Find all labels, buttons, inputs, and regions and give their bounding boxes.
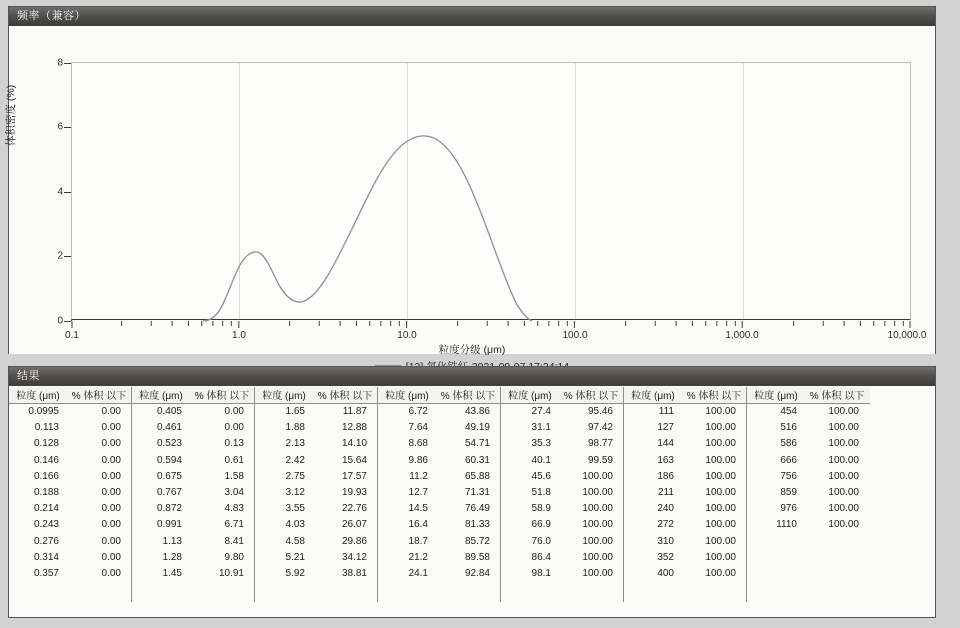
- cell-pct: 8.41: [224, 535, 244, 547]
- cell-size: 976: [780, 503, 797, 515]
- cell-size: 1110: [776, 519, 797, 531]
- table-row: [378, 436, 500, 452]
- cell-size: 12.7: [408, 486, 428, 498]
- cell-size: 0.188: [33, 486, 59, 498]
- results-column-2: [132, 387, 255, 602]
- x-tick-label-1: 1.0: [232, 330, 246, 341]
- cell-pct: 0.00: [101, 567, 121, 579]
- cell-pct: 98.77: [587, 438, 613, 450]
- table-row: [255, 566, 377, 582]
- results-column-6: [624, 387, 747, 602]
- table-row: [501, 436, 623, 452]
- table-row: [132, 501, 254, 517]
- header-pct: % 体积 以下: [317, 391, 373, 402]
- cell-pct: 14.10: [341, 438, 367, 450]
- table-row: [747, 501, 870, 517]
- header-size: 粒度 (μm): [385, 391, 429, 402]
- cell-size: 98.1: [531, 567, 551, 579]
- cell-size: 86.4: [531, 551, 551, 563]
- chart-area: [5, 26, 935, 356]
- cell-pct: 0.00: [224, 422, 244, 434]
- results-table: [9, 386, 935, 602]
- cell-pct: 81.33: [464, 519, 490, 531]
- table-row: [255, 485, 377, 501]
- cell-pct: 89.58: [464, 551, 490, 563]
- cell-pct: 22.76: [341, 503, 367, 515]
- table-row: [747, 485, 870, 501]
- cell-pct: 100.00: [828, 470, 859, 482]
- table-row: [501, 420, 623, 436]
- table-row: [501, 453, 623, 469]
- cell-pct: 3.04: [224, 486, 244, 498]
- cell-size: 5.21: [285, 551, 305, 563]
- table-row: [747, 404, 870, 420]
- cell-size: 0.166: [33, 470, 59, 482]
- header-pct: % 体积 以下: [809, 391, 865, 402]
- cell-pct: 6.71: [224, 519, 244, 531]
- table-row: [255, 534, 377, 550]
- table-row: [501, 485, 623, 501]
- cell-pct: 100.00: [582, 519, 613, 531]
- cell-pct: 0.00: [101, 438, 121, 450]
- cell-size: 516: [780, 422, 797, 434]
- cell-size: 4.58: [285, 535, 305, 547]
- cell-pct: 100.00: [705, 454, 736, 466]
- cell-pct: 0.00: [101, 535, 121, 547]
- table-row: [501, 404, 623, 420]
- table-row: [378, 566, 500, 582]
- cell-pct: 0.00: [101, 551, 121, 563]
- y-tick-label-6: 6: [57, 121, 63, 133]
- header-size: 粒度 (μm): [16, 391, 60, 402]
- cell-size: 3.12: [285, 486, 305, 498]
- table-row: [9, 550, 131, 566]
- header-pct: % 体积 以下: [563, 391, 619, 402]
- cell-size: 31.1: [531, 422, 551, 434]
- header-pct: % 体积 以下: [194, 391, 250, 402]
- cell-pct: 0.00: [101, 486, 121, 498]
- table-row: [378, 404, 500, 420]
- table-row: [624, 517, 746, 533]
- results-column-1: [9, 387, 132, 602]
- cell-pct: 100.00: [828, 454, 859, 466]
- table-row: [9, 566, 131, 582]
- table-row: [9, 469, 131, 485]
- cell-size: 16.4: [408, 519, 428, 531]
- header-size: 粒度 (μm): [508, 391, 552, 402]
- table-row: [378, 485, 500, 501]
- cell-pct: 34.12: [341, 551, 367, 563]
- y-tick-label-0: 0: [57, 315, 63, 327]
- table-row: [9, 501, 131, 517]
- cell-pct: 85.72: [464, 535, 490, 547]
- cell-size: 51.8: [531, 486, 551, 498]
- cell-size: 1.65: [285, 406, 305, 417]
- cell-pct: 0.00: [101, 454, 121, 466]
- cell-size: 0.872: [156, 503, 182, 515]
- results-panel-title: 结果: [9, 367, 935, 386]
- cell-pct: 26.07: [341, 519, 367, 531]
- cell-size: 3.55: [285, 503, 305, 515]
- results-column-5: [501, 387, 624, 602]
- cell-size: 0.991: [156, 519, 182, 531]
- cell-size: 5.92: [285, 567, 305, 579]
- cell-pct: 100.00: [582, 486, 613, 498]
- cell-size: 45.6: [531, 470, 551, 482]
- cell-size: 272: [657, 519, 674, 531]
- cell-size: 0.405: [156, 406, 182, 417]
- cell-size: 310: [657, 535, 674, 547]
- cell-size: 111: [658, 406, 674, 417]
- table-row: [501, 469, 623, 485]
- table-row: [255, 453, 377, 469]
- cell-pct: 100.00: [705, 422, 736, 434]
- results-column-header: [132, 387, 254, 404]
- cell-pct: 100.00: [705, 503, 736, 515]
- header-size: 粒度 (μm): [631, 391, 675, 402]
- cell-size: 2.42: [285, 454, 305, 466]
- table-row: [255, 436, 377, 452]
- table-row: [255, 550, 377, 566]
- cell-size: 11.2: [409, 470, 428, 482]
- cell-size: 0.594: [156, 454, 182, 466]
- cell-size: 0.461: [156, 422, 182, 434]
- table-row: [255, 404, 377, 420]
- results-column-header: [747, 387, 870, 404]
- cell-pct: 100.00: [828, 503, 859, 515]
- table-row: [624, 469, 746, 485]
- cell-pct: 54.71: [464, 438, 490, 450]
- cell-pct: 9.80: [224, 551, 244, 563]
- cell-pct: 17.57: [341, 470, 367, 482]
- header-size: 粒度 (μm): [139, 391, 183, 402]
- table-row: [747, 469, 870, 485]
- table-row: [378, 517, 500, 533]
- cell-pct: 100.00: [828, 519, 859, 531]
- cell-pct: 100.00: [582, 567, 613, 579]
- cell-pct: 0.00: [101, 503, 121, 515]
- cell-size: 1.88: [285, 422, 305, 434]
- x-tick-label-2: 10.0: [397, 330, 417, 341]
- table-row: [501, 566, 623, 582]
- table-row: [501, 517, 623, 533]
- header-size: 粒度 (μm): [754, 391, 798, 402]
- table-row: [9, 420, 131, 436]
- cell-size: 400: [657, 567, 674, 579]
- cell-size: 0.276: [33, 535, 59, 547]
- cell-pct: 76.49: [464, 503, 490, 515]
- cell-size: 0.675: [156, 470, 182, 482]
- x-tick-label-4: 1,000.0: [725, 330, 759, 341]
- cell-size: 756: [780, 470, 797, 482]
- cell-size: 58.9: [531, 503, 551, 515]
- cell-size: 454: [780, 406, 797, 417]
- table-row: [378, 469, 500, 485]
- table-row: [132, 453, 254, 469]
- cell-pct: 100.00: [705, 519, 736, 531]
- table-row: [624, 485, 746, 501]
- cell-size: 4.03: [285, 519, 305, 531]
- cell-pct: 100.00: [705, 470, 736, 482]
- cell-size: 66.9: [531, 519, 551, 531]
- results-column-header: [255, 387, 377, 404]
- cell-pct: 100.00: [828, 422, 859, 434]
- table-row: [624, 501, 746, 517]
- cell-pct: 0.61: [224, 454, 244, 466]
- table-row: [9, 534, 131, 550]
- table-row: [132, 485, 254, 501]
- cell-size: 0.243: [33, 519, 59, 531]
- cell-size: 0.113: [34, 422, 59, 434]
- cell-size: 0.357: [33, 567, 59, 579]
- cell-size: 2.75: [285, 470, 305, 482]
- cell-pct: 92.84: [464, 567, 490, 579]
- cell-size: 35.3: [531, 438, 551, 450]
- cell-size: 1.45: [162, 567, 182, 579]
- cell-size: 1.28: [162, 551, 182, 563]
- table-row: [132, 566, 254, 582]
- cell-size: 18.7: [408, 535, 428, 547]
- cell-size: 21.2: [408, 551, 428, 563]
- frequency-chart-panel: [5, 6, 936, 356]
- cell-pct: 60.31: [464, 454, 490, 466]
- cell-pct: 43.86: [464, 406, 490, 417]
- x-tick-label-0: 0.1: [65, 330, 79, 341]
- cell-pct: 4.83: [224, 503, 244, 515]
- table-row: [747, 420, 870, 436]
- results-column-header: [378, 387, 500, 404]
- table-row: [624, 404, 746, 420]
- cell-size: 0.214: [33, 503, 59, 515]
- cell-size: 9.86: [408, 454, 428, 466]
- cell-size: 144: [657, 438, 674, 450]
- cell-pct: 97.42: [587, 422, 613, 434]
- cell-pct: 100.00: [705, 535, 736, 547]
- cell-size: 7.64: [408, 422, 428, 434]
- cell-pct: 100.00: [705, 486, 736, 498]
- cell-pct: 71.31: [464, 486, 490, 498]
- cell-pct: 19.93: [341, 486, 367, 498]
- y-tick-label-4: 4: [57, 186, 63, 198]
- cell-pct: 11.87: [342, 406, 367, 417]
- cell-size: 352: [657, 551, 674, 563]
- cell-size: 586: [780, 438, 797, 450]
- cell-pct: 95.46: [587, 406, 613, 417]
- table-row: [132, 469, 254, 485]
- cell-size: 1.13: [162, 535, 182, 547]
- y-tick-label-8: 8: [57, 57, 63, 69]
- cell-pct: 29.86: [341, 535, 367, 547]
- table-row: [132, 517, 254, 533]
- distribution-curve: [9, 26, 937, 354]
- table-row: [747, 436, 870, 452]
- cell-size: 666: [780, 454, 797, 466]
- table-row: [378, 534, 500, 550]
- table-row: [132, 534, 254, 550]
- table-row: [132, 550, 254, 566]
- cell-pct: 100.00: [705, 406, 736, 417]
- results-column-4: [378, 387, 501, 602]
- cell-size: 0.523: [156, 438, 182, 450]
- table-row: [9, 485, 131, 501]
- table-row: [255, 517, 377, 533]
- cell-pct: 100.00: [828, 406, 859, 417]
- cell-size: 40.1: [531, 454, 551, 466]
- cell-size: 6.72: [408, 406, 428, 417]
- table-row: [9, 453, 131, 469]
- y-axis-title: 体积密度 (%): [5, 84, 17, 146]
- cell-pct: 0.00: [101, 422, 121, 434]
- cell-pct: 100.00: [705, 551, 736, 563]
- cell-size: 211: [658, 486, 674, 498]
- table-row: [255, 420, 377, 436]
- frequency-panel-title: 频率（兼容）: [9, 7, 935, 26]
- cell-pct: 49.19: [464, 422, 490, 434]
- cell-pct: 99.59: [587, 454, 613, 466]
- results-table-panel: [8, 366, 936, 618]
- table-row: [624, 566, 746, 582]
- table-row: [747, 517, 870, 533]
- cell-pct: 0.00: [224, 406, 244, 417]
- table-row: [378, 501, 500, 517]
- cell-size: 127: [657, 422, 674, 434]
- table-row: [132, 420, 254, 436]
- table-row: [132, 436, 254, 452]
- x-axis-title: 粒度分级 (μm): [438, 344, 506, 356]
- cell-pct: 0.00: [101, 519, 121, 531]
- cell-pct: 100.00: [705, 438, 736, 450]
- results-column-7: [747, 387, 870, 602]
- cell-size: 0.146: [33, 454, 59, 466]
- cell-size: 2.13: [285, 438, 305, 450]
- cell-size: 14.5: [408, 503, 428, 515]
- header-pct: % 体积 以下: [440, 391, 496, 402]
- y-tick-label-2: 2: [57, 250, 63, 262]
- cell-pct: 10.91: [218, 567, 244, 579]
- cell-pct: 100.00: [705, 567, 736, 579]
- table-row: [501, 534, 623, 550]
- cell-pct: 0.00: [101, 406, 121, 417]
- table-row: [9, 517, 131, 533]
- cell-size: 8.68: [408, 438, 428, 450]
- cell-size: 186: [657, 470, 674, 482]
- x-tick-label-5: 10,000.0: [887, 330, 927, 341]
- cell-pct: 100.00: [582, 551, 613, 563]
- cell-size: 76.0: [531, 535, 551, 547]
- cell-pct: 100.00: [582, 535, 613, 547]
- table-row: [378, 453, 500, 469]
- cell-pct: 100.00: [582, 503, 613, 515]
- table-row: [132, 404, 254, 420]
- cell-size: 24.1: [408, 567, 428, 579]
- table-row: [624, 534, 746, 550]
- results-column-header: [501, 387, 623, 404]
- table-row: [9, 404, 131, 420]
- cell-pct: 12.88: [341, 422, 367, 434]
- results-body: [9, 386, 935, 619]
- cell-pct: 65.88: [464, 470, 490, 482]
- header-pct: % 体积 以下: [71, 391, 127, 402]
- cell-pct: 1.58: [224, 470, 244, 482]
- cell-pct: 0.13: [224, 438, 244, 450]
- cell-pct: 38.81: [341, 567, 367, 579]
- results-column-header: [624, 387, 746, 404]
- cell-pct: 100.00: [582, 470, 613, 482]
- table-row: [255, 501, 377, 517]
- table-row: [255, 469, 377, 485]
- table-row: [501, 501, 623, 517]
- results-column-3: [255, 387, 378, 602]
- cell-size: 859: [780, 486, 797, 498]
- cell-pct: 100.00: [828, 438, 859, 450]
- cell-size: 0.128: [33, 438, 59, 450]
- cell-pct: 15.64: [341, 454, 367, 466]
- cell-size: 240: [657, 503, 674, 515]
- table-row: [378, 420, 500, 436]
- cell-pct: 0.00: [101, 470, 121, 482]
- table-row: [624, 436, 746, 452]
- cell-size: 163: [657, 454, 674, 466]
- cell-size: 0.767: [156, 486, 182, 498]
- cell-size: 27.4: [531, 406, 551, 417]
- table-row: [501, 550, 623, 566]
- table-row: [9, 436, 131, 452]
- cell-pct: 100.00: [828, 486, 859, 498]
- cell-size: 0.314: [33, 551, 59, 563]
- table-row: [624, 420, 746, 436]
- table-row: [747, 453, 870, 469]
- table-row: [624, 550, 746, 566]
- cell-size: 0.0995: [28, 406, 59, 417]
- table-row: [378, 550, 500, 566]
- table-row: [624, 453, 746, 469]
- header-size: 粒度 (μm): [262, 391, 306, 402]
- x-tick-label-3: 100.0: [562, 330, 588, 341]
- results-column-header: [9, 387, 131, 404]
- header-pct: % 体积 以下: [686, 391, 742, 402]
